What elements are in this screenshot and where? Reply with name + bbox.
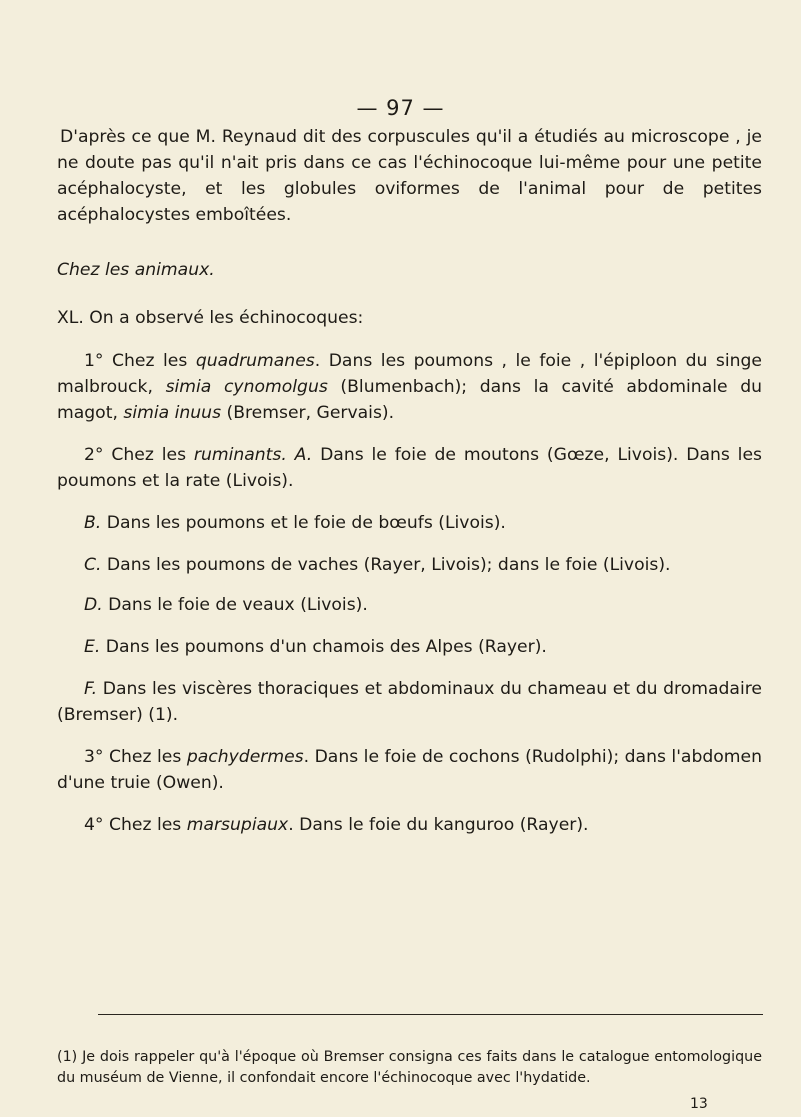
list-item: 2° Chez les ruminants. A. Dans le foie de moutons (Gœze, Livois). Dans les poumons et la rate (Livois). (57, 445, 762, 491)
section-heading: Chez les animaux. (57, 260, 215, 280)
list-item: E. Dans les poumons d'un chamois des Alpes (Rayer). (84, 637, 547, 657)
list-item: C. Dans les poumons de vaches (Rayer, Livois); dans le foie (Livois). (84, 555, 671, 575)
main-text (57, 124, 762, 854)
section-intro: XL. On a observé les échinocoques: (57, 308, 364, 328)
list-item: 1° Chez les quadrumanes. Dans les poumons , le foie , l'épiploon du singe malbrouck, simia cynomolgus (Blumenbach); dans la cavité abdominale du magot, simia inuus (Bremser, Gervais). (57, 351, 763, 423)
list-item: 4° Chez les marsupiaux. Dans le foie du kanguroo (Rayer). (84, 815, 589, 835)
page-number: — 97 — (356, 96, 445, 120)
intro-paragraph: D'après ce que M. Reynaud dit des corpuscules qu'il a étudiés au microscope , je ne doute pas qu'il n'ait pris dans ce cas l'échinocoque lui-même pour une petite acéphalocyste, et les globules oviformes de l'animal pour de petites acéphalocystes emboîtées. (57, 127, 762, 225)
list-item: F. Dans les viscères thoraciques et abdominaux du chameau et du dromadaire (Bremser) (1). (57, 679, 762, 725)
list-item: D. Dans le foie de veaux (Livois). (84, 595, 368, 615)
footnote: (1) Je dois rappeler qu'à l'époque où Bremser consigna ces faits dans le catalogue entomologique du muséum de Vienne, il confondait encore l'échinocoque avec l'hydatide. (57, 1049, 762, 1086)
list-item: 3° Chez les pachydermes. Dans le foie de cochons (Rudolphi); dans l'abdomen d'une truie (Owen). (57, 747, 763, 793)
signature-mark: 13 (690, 1096, 708, 1112)
list-item: B. Dans les poumons et le foie de bœufs (Livois). (84, 513, 506, 533)
footnote-divider (98, 1014, 763, 1015)
